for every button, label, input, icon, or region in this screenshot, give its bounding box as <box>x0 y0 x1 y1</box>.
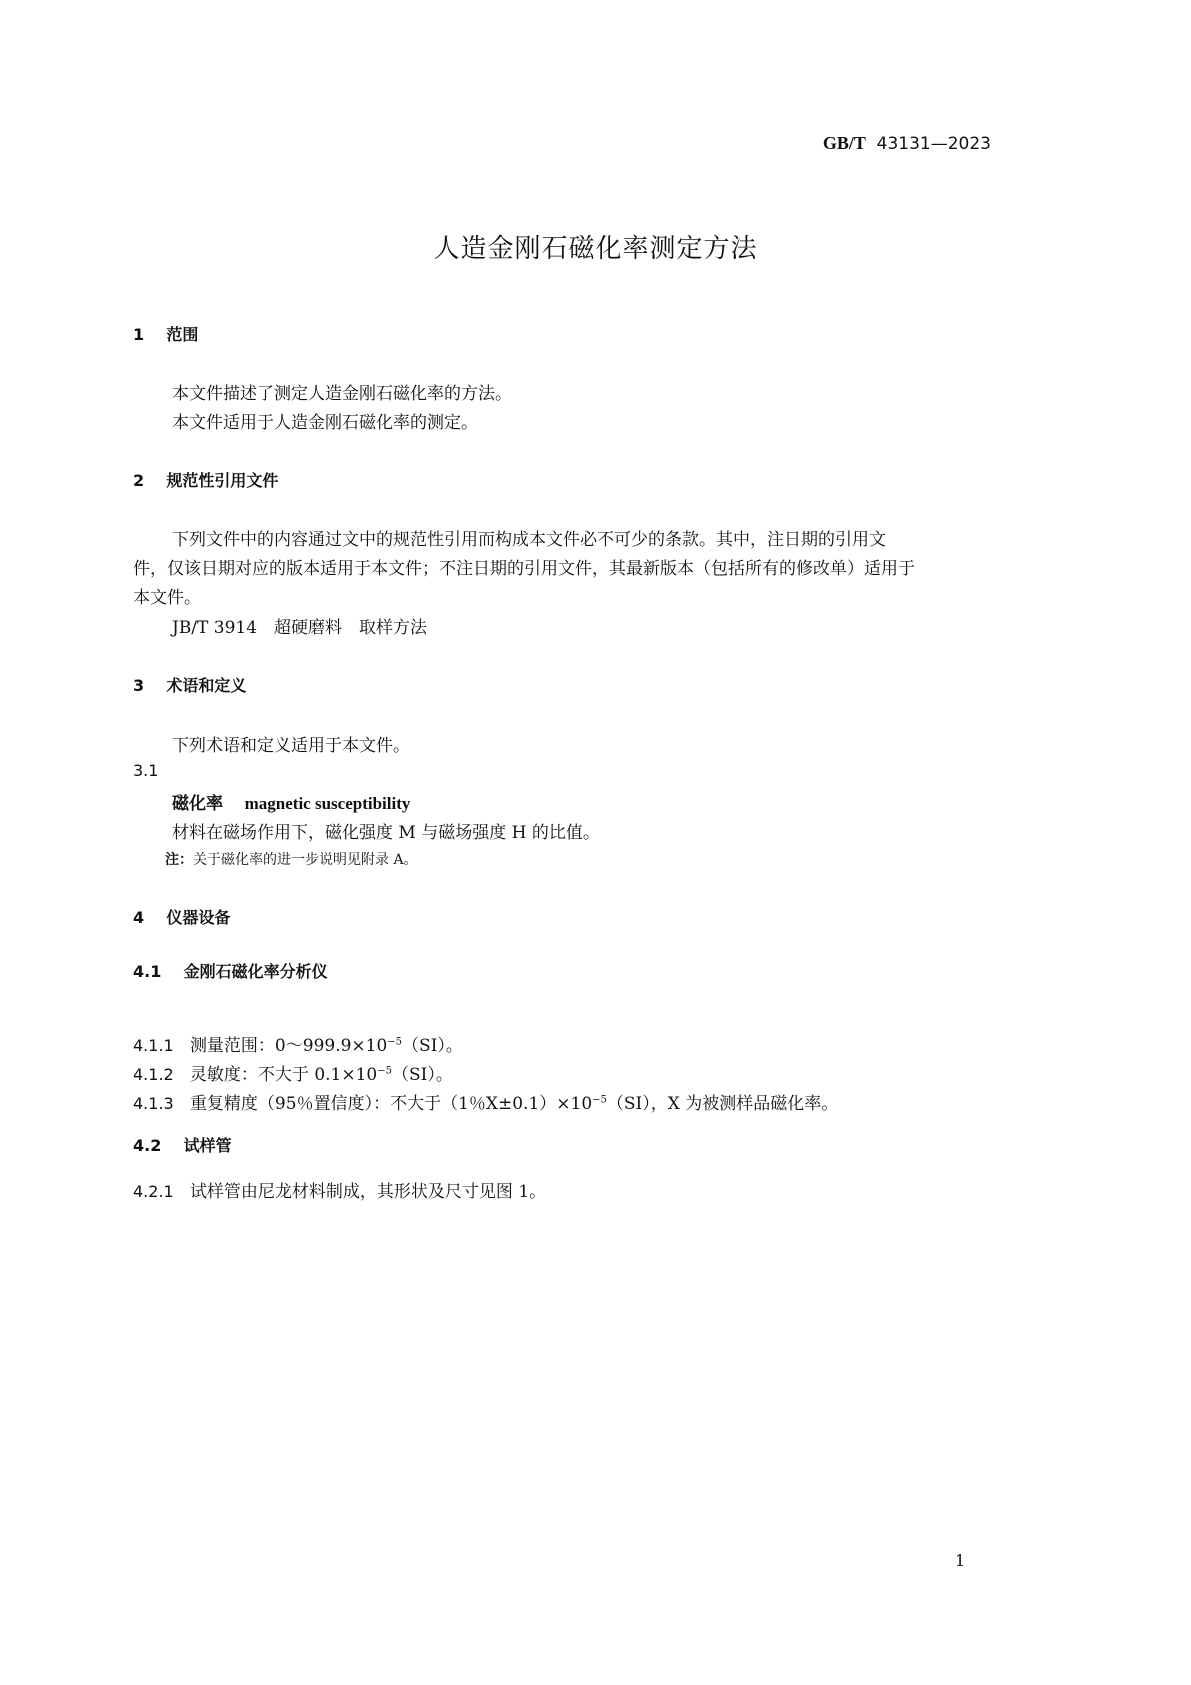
term-definition: 材料在磁场作用下，磁化强度 M 与磁场强度 H 的比值。 <box>172 823 600 843</box>
paragraph: 本文件描述了测定人造金刚石磁化率的方法。 <box>172 384 512 404</box>
term-number: 3.1 <box>133 761 159 780</box>
page-number: 1 <box>955 1551 966 1570</box>
paragraph-line: 件，仅该日期对应的版本适用于本文件；不注日期的引用文件，其最新版本（包括所有的修改单）适用于 <box>133 559 915 579</box>
section-title: 试样管 <box>183 1136 232 1155</box>
section-3-heading <box>133 673 246 696</box>
standard-code: 43131—2023 <box>876 134 991 154</box>
term-english: magnetic susceptibility <box>244 794 411 813</box>
document-title: 人造金刚石磁化率测定方法 <box>433 234 758 264</box>
section-2-heading <box>133 468 278 491</box>
note-label: 注： <box>165 852 193 868</box>
section-title: 规范性引用文件 <box>166 471 279 490</box>
paragraph: 本文件适用于人造金刚石磁化率的测定。 <box>172 413 478 433</box>
section-1-heading <box>133 322 198 345</box>
normative-reference: JB/T 3914 超硬磨料 取样方法 <box>172 618 428 638</box>
term-chinese: 磁化率 <box>172 794 223 814</box>
clause-tail: （SI）。 <box>402 1036 463 1056</box>
clause-tail: （SI），X 为被测样品磁化率。 <box>606 1094 839 1114</box>
clause-text: 灵敏度：不大于 0.1×10 <box>189 1065 378 1085</box>
section-title: 仪器设备 <box>166 908 231 927</box>
clause-text: 重复精度（95％置信度）：不大于（1％X±0.1）×10 <box>189 1094 593 1114</box>
section-number: 2 <box>133 471 145 490</box>
exponent: −5 <box>592 1094 607 1106</box>
section-title: 金刚石磁化率分析仪 <box>183 962 328 981</box>
section-number: 4 <box>133 908 145 927</box>
paragraph-line: 下列文件中的内容通过文中的规范性引用而构成本文件必不可少的条款。其中，注日期的引用文 <box>172 530 886 550</box>
clause-number: 4.1.2 <box>133 1065 174 1084</box>
term-entry <box>172 789 410 814</box>
section-number: 4.2 <box>133 1136 162 1155</box>
standard-prefix: GB/T <box>822 133 866 153</box>
standard-number <box>823 133 991 154</box>
section-4-heading <box>133 905 230 928</box>
paragraph: 下列术语和定义适用于本文件。 <box>172 736 410 756</box>
exponent: −5 <box>377 1065 393 1077</box>
clause-number: 4.1.3 <box>133 1094 174 1113</box>
clause-number: 4.1.1 <box>133 1036 174 1055</box>
clause-text: 试样管由尼龙材料制成，其形状及尺寸见图 1。 <box>189 1182 547 1202</box>
section-title: 术语和定义 <box>166 676 247 695</box>
section-number: 3 <box>133 676 145 695</box>
exponent: −5 <box>387 1036 403 1048</box>
subsection-4-1-heading <box>133 959 328 982</box>
clause-tail: （SI）。 <box>392 1065 453 1085</box>
section-title: 范围 <box>166 325 199 344</box>
subsection-4-2-heading <box>133 1133 232 1156</box>
clause-number: 4.2.1 <box>133 1182 174 1201</box>
clause-4-1-1 <box>133 1031 463 1056</box>
section-number: 1 <box>133 325 145 344</box>
clause-text: 测量范围：0～999.9×10 <box>189 1036 388 1056</box>
note <box>165 849 418 869</box>
section-number: 4.1 <box>133 962 162 981</box>
clause-4-1-2 <box>133 1060 453 1085</box>
note-text: 关于磁化率的进一步说明见附录 A。 <box>193 852 418 868</box>
paragraph-line: 本文件。 <box>133 588 201 608</box>
clause-4-1-3 <box>133 1089 838 1114</box>
clause-4-2-1 <box>133 1177 546 1202</box>
